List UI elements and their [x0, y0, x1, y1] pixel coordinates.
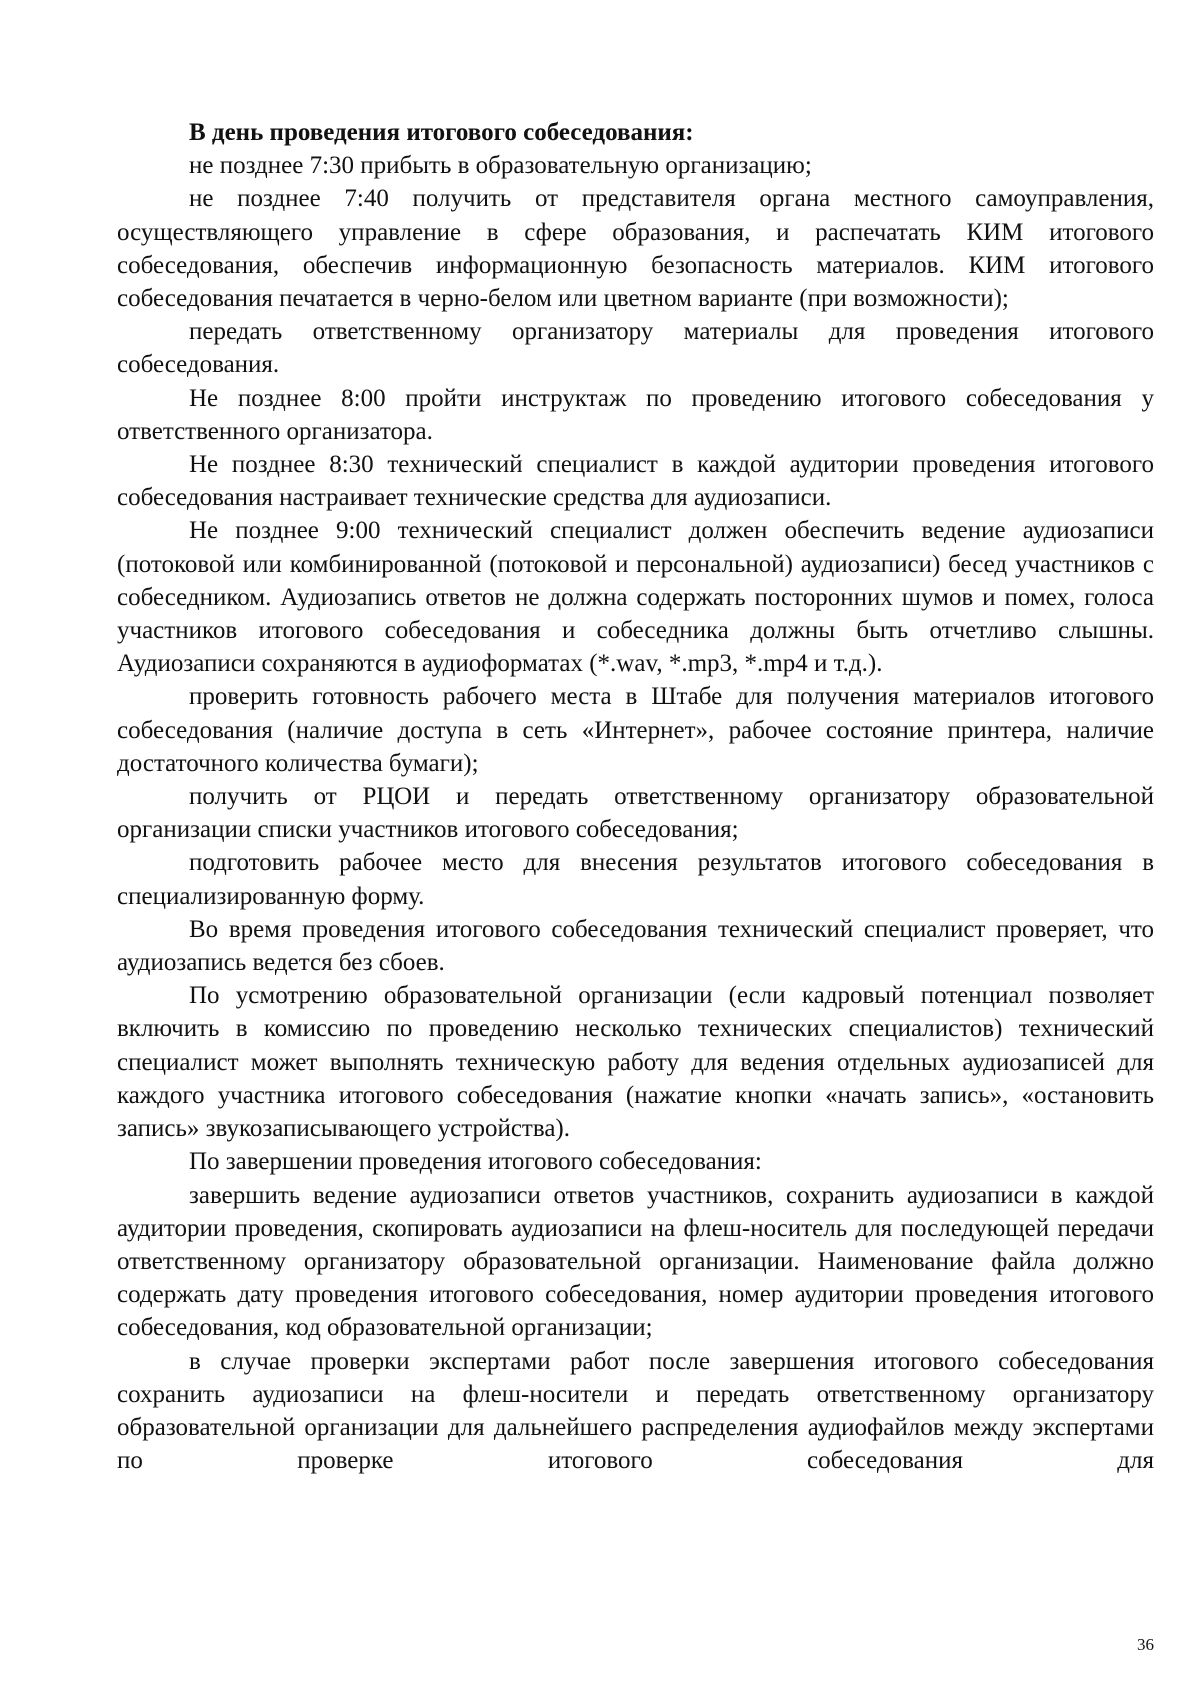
paragraph-save-recordings: завершить ведение аудиозаписи ответов участников, сохранить аудиозаписи в каждой аудитории проведения, скопировать аудиозаписи на флеш-носитель для последующей передачи ответственному организатору образовательной организации. Наименование файла должно содержать дату проведения итогового собеседования, номер аудитории проведения итогового собеседования, код образовательной организации;	[117, 1181, 1154, 1342]
document-body	[117, 116, 1154, 1477]
paragraph-expert-check: в случае проверки экспертами работ после завершения итогового собеседования сохранить аудиозаписи на флеш-носители и передать ответственному организатору образовательной организации для дальнейшего распределения аудиофайлов между экспертами по проверке итогового собеседования для	[117, 1347, 1154, 1475]
paragraph-during-interview: Во время проведения итогового собеседования технический специалист проверяет, что аудиозапись ведется без сбоев.	[117, 915, 1154, 977]
paragraph-print-kim: не позднее 7:40 получить от представителя органа местного самоуправления, осуществляющего управление в сфере образования, и распечатать КИМ итогового собеседования, обеспечив информационную безопасность материалов. КИМ итогового собеседования печатается в черно-белом или цветном варианте (при возможности);	[117, 185, 1154, 313]
paragraph-participant-lists: получить от РЦОИ и передать ответственному организатору образовательной организации списки участников итогового собеседования;	[117, 783, 1154, 844]
section-heading: В день проведения итогового собеседования:	[189, 119, 694, 146]
paragraph-setup-audio: Не позднее 8:30 технический специалист в каждой аудитории проведения итогового собеседования настраивает технические средства для аудиозаписи.	[117, 451, 1154, 512]
paragraph-prepare-results-form: подготовить рабочее место для внесения результатов итогового собеседования в специализированную форму.	[117, 849, 1154, 910]
paragraph-arrive: не позднее 7:30 прибыть в образовательную организацию;	[189, 152, 812, 180]
paragraph-check-workplace: проверить готовность рабочего места в Штабе для получения материалов итогового собеседования (наличие доступа в сеть «Интернет», рабочее состояние принтера, наличие достаточного количества бумаги);	[117, 683, 1154, 777]
page-number: 36	[1137, 1635, 1154, 1654]
paragraph-after-interview: По завершении проведения итогового собеседования:	[189, 1148, 762, 1176]
paragraph-hand-over-materials: передать ответственному организатору материалы для проведения итогового собеседования.	[117, 318, 1154, 379]
paragraph-briefing: Не позднее 8:00 пройти инструктаж по проведению итогового собеседования у ответственного организатора.	[117, 384, 1154, 445]
paragraph-multiple-specialists: По усмотрению образовательной организации (если кадровый потенциал позволяет включить в комиссию по проведению несколько технических специалистов) технический специалист может выполнять техническую работу для ведения отдельных аудиозаписей для каждого участника итогового собеседования (нажатие кнопки «начать запись», «остановить запись» звукозаписывающего устройства).	[117, 982, 1154, 1143]
paragraph-audio-recording: Не позднее 9:00 технический специалист должен обеспечить ведение аудиозаписи (потоковой или комбинированной (потоковой и персональной) аудиозаписи) бесед участников с собеседником. Аудиозапись ответов не должна содержать посторонних шумов и помех, голоса участников итогового собеседования и собеседника должны быть отчетливо слышны. Аудиозаписи сохраняются в аудиоформатах (*.wav, *.mp3, *.mp4 и т.д.).	[117, 517, 1154, 678]
